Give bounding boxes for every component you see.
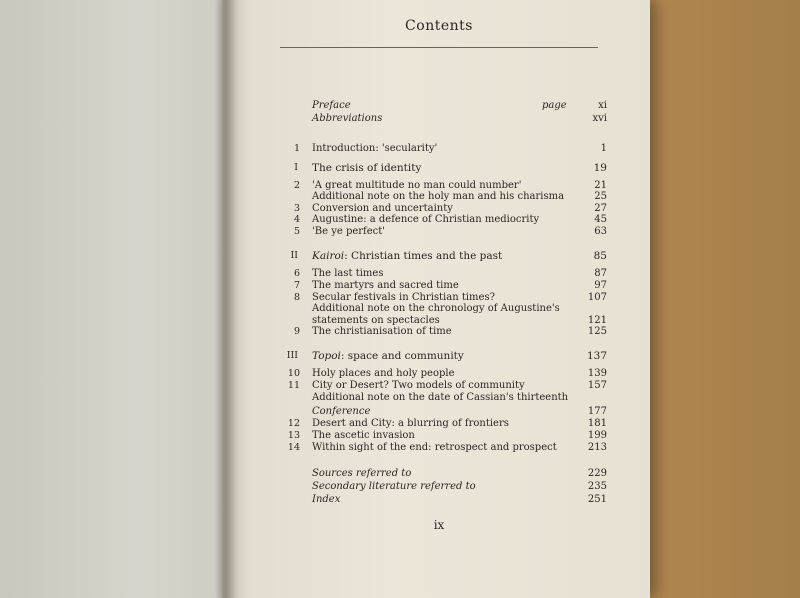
- chapter-entry: [0, 418, 800, 430]
- back-matter-entry: [0, 481, 800, 493]
- entry-page: 27: [594, 203, 607, 214]
- entry-page: 19: [593, 162, 607, 174]
- chapter-entry: [0, 143, 800, 155]
- entry-label: [312, 392, 568, 404]
- entry-label: Sources referred to: [312, 468, 412, 479]
- entry-label: [312, 303, 560, 315]
- entry-number: 6: [293, 268, 300, 279]
- entry-page: xi: [598, 100, 607, 111]
- entry-number: 1: [293, 143, 300, 154]
- entry-page: 235: [587, 481, 607, 492]
- title-rule: [280, 47, 598, 48]
- entry-label: Index: [312, 494, 341, 505]
- entry-page: 213: [587, 442, 607, 453]
- entry-page: 21: [594, 180, 607, 191]
- entry-label-text: Within sight of the end: retrospect and prospect: [312, 442, 557, 453]
- chapter-entry: [0, 326, 800, 338]
- entry-label: [312, 350, 464, 362]
- entry-label: [312, 418, 509, 430]
- entry-page: 87: [594, 268, 607, 279]
- entry-number: 5: [293, 226, 300, 237]
- entry-page: 25: [594, 191, 607, 202]
- entry-label: [312, 326, 452, 338]
- back-matter-entry: [0, 494, 800, 506]
- entry-label-text: Augustine: a defence of Christian mediocrity: [312, 214, 540, 225]
- entry-label: [312, 226, 385, 238]
- entry-label-text: 'A great multitude no man could number': [312, 180, 522, 191]
- entry-label-text: Introduction: 'secularity': [312, 143, 438, 154]
- entry-label-text: The crisis of identity: [312, 162, 422, 174]
- entry-label: [312, 143, 437, 155]
- chapter-entry: [0, 368, 800, 380]
- entry-label-text: statements on spectacles: [312, 315, 440, 326]
- entry-label-text: Desert and City: a blurring of frontiers: [312, 418, 509, 429]
- chapter-entry: [0, 430, 800, 442]
- entry-label: [312, 380, 525, 392]
- entry-label-text: The ascetic invasion: [312, 430, 415, 441]
- entry-number: 13: [287, 430, 300, 441]
- entry-number: III: [286, 350, 298, 361]
- entry-page: 177: [587, 406, 607, 417]
- entry-label: [312, 214, 539, 226]
- chapter-entry: [0, 303, 800, 315]
- front-matter-entry: [0, 100, 800, 112]
- entry-number: I: [294, 162, 298, 173]
- entry-label: Secondary literature referred to: [312, 481, 476, 492]
- chapter-entry: [0, 406, 800, 418]
- entry-page: 121: [587, 315, 607, 326]
- entry-label: [312, 368, 455, 380]
- entry-label-text: The last times: [312, 268, 384, 279]
- entry-label-text: 'Be ye perfect': [312, 226, 386, 237]
- entry-label: [312, 442, 557, 454]
- part-entry: [0, 350, 800, 362]
- entry-label-italic: Topoi: [312, 350, 341, 362]
- chapter-entry: [0, 191, 800, 203]
- entry-number: 12: [287, 418, 300, 429]
- chapter-entry: [0, 380, 800, 392]
- entry-label: [312, 280, 459, 292]
- entry-label: [312, 430, 415, 442]
- part-entry: [0, 250, 800, 262]
- front-matter-entry: [0, 113, 800, 125]
- chapter-entry: [0, 392, 800, 404]
- entry-number: 9: [293, 326, 300, 337]
- entry-page: 199: [587, 430, 607, 441]
- chapter-entry: [0, 214, 800, 226]
- entry-page: 125: [587, 326, 607, 337]
- entry-label: Preface: [312, 100, 351, 111]
- chapter-entry: [0, 268, 800, 280]
- entry-label-text: Additional note on the date of Cassian's thirteenth: [312, 392, 569, 403]
- entry-label: Abbreviations: [312, 113, 383, 124]
- entry-page: 251: [587, 494, 607, 505]
- entry-label: [312, 191, 564, 203]
- entry-page: 63: [594, 226, 607, 237]
- entry-number: II: [290, 250, 298, 261]
- entry-label: [312, 268, 383, 280]
- entry-page: xvi: [592, 113, 607, 124]
- entry-label-text: Holy places and holy people: [312, 368, 455, 379]
- entry-label-text: The christianisation of time: [312, 326, 452, 337]
- part-entry: [0, 162, 800, 174]
- entry-label-text: City or Desert? Two models of community: [312, 380, 525, 391]
- entry-label-text: Additional note on the chronology of Augustine's: [312, 303, 560, 314]
- entry-label-text: The martyrs and sacred time: [312, 280, 459, 291]
- entry-page: 85: [593, 250, 607, 262]
- entry-label-italic: Kairoi: [312, 250, 345, 262]
- back-matter-entry: [0, 468, 800, 480]
- entry-page: 181: [587, 418, 607, 429]
- entry-label-text: Additional note on the holy man and his charisma: [312, 191, 565, 202]
- entry-number: 11: [287, 380, 300, 391]
- entry-number: 8: [293, 292, 300, 303]
- entry-label: [312, 250, 502, 262]
- entry-page: 1: [600, 143, 607, 154]
- entry-label: [312, 406, 370, 418]
- entry-label-text: : space and community: [340, 350, 464, 362]
- entry-page: 139: [587, 368, 607, 379]
- entry-number: 2: [293, 180, 300, 191]
- entry-page: 45: [594, 214, 607, 225]
- entry-page: 97: [594, 280, 607, 291]
- entry-number: 10: [287, 368, 300, 379]
- entry-label-italic: Conference: [312, 406, 371, 417]
- entry-page: 229: [587, 468, 607, 479]
- entry-label-text: Secular festivals in Christian times?: [312, 292, 495, 303]
- entry-number: 14: [287, 442, 300, 453]
- entry-page: 107: [587, 292, 607, 303]
- entry-number: 7: [293, 280, 300, 291]
- chapter-entry: [0, 226, 800, 238]
- entry-number: 3: [293, 203, 300, 214]
- chapter-entry: [0, 442, 800, 454]
- chapter-entry: [0, 280, 800, 292]
- entry-label: [312, 162, 421, 174]
- entry-page: 157: [587, 380, 607, 391]
- page-word-label: page: [542, 100, 567, 111]
- entry-label-text: : Christian times and the past: [344, 250, 503, 262]
- page-folio: ix: [433, 518, 445, 532]
- entry-label-text: Conversion and uncertainty: [312, 203, 453, 214]
- entry-number: 4: [293, 214, 300, 225]
- entry-page: 137: [586, 350, 607, 362]
- page-title: Contents: [405, 18, 473, 34]
